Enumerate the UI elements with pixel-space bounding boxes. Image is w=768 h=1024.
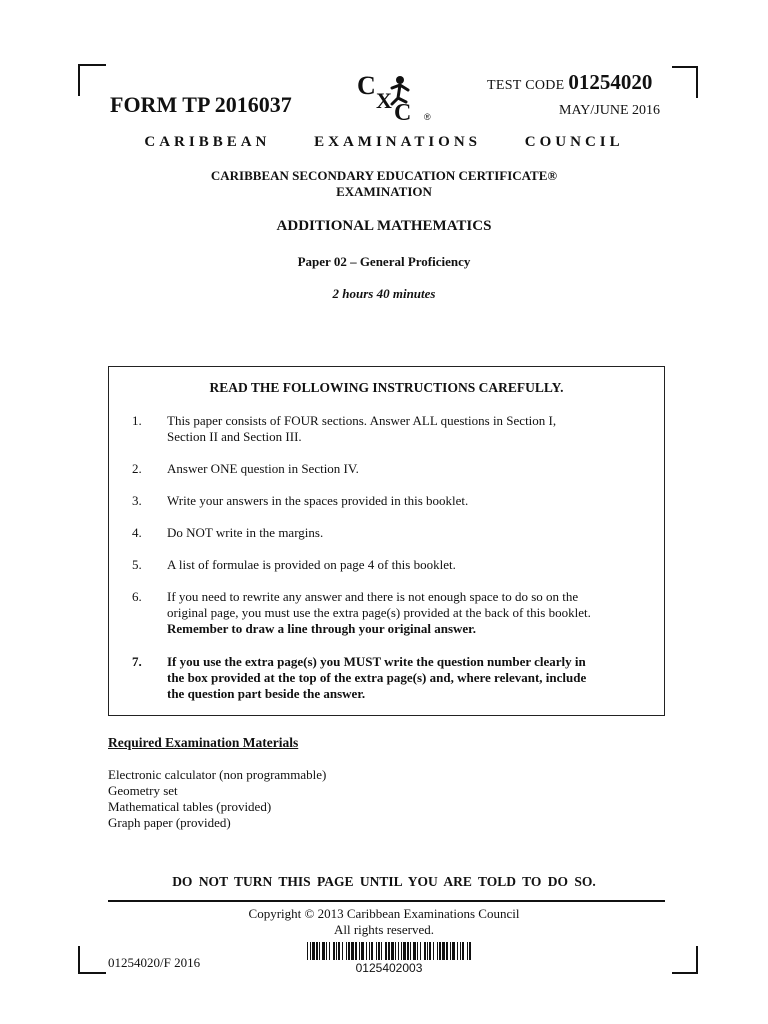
instruction-line: original page, you must use the extra page(s) provided at the back of this booklet. — [167, 605, 591, 620]
logo-figure-head — [396, 76, 404, 84]
certificate-line-2: EXAMINATION — [336, 184, 432, 199]
barcode-bar — [316, 942, 318, 960]
instruction-number: 1. — [132, 413, 142, 428]
barcode-bar — [310, 942, 311, 960]
materials-heading: Required Examination Materials — [108, 735, 299, 750]
certificate-line-1: CARIBBEAN SECONDARY EDUCATION CERTIFICATE® — [210, 168, 558, 183]
barcode-bar — [410, 942, 411, 960]
instruction-number: 2. — [132, 461, 142, 476]
barcode-bar — [420, 942, 421, 960]
corner-mark-bottom-left — [78, 946, 106, 974]
barcode-bar — [371, 942, 373, 960]
barcode-bar — [457, 942, 458, 960]
barcode-number: 0125402003 — [355, 961, 423, 975]
barcode-bar — [429, 942, 431, 960]
materials-item: Graph paper (provided) — [108, 815, 231, 830]
instruction-number: 4. — [132, 525, 142, 540]
barcode-bar — [326, 942, 327, 960]
barcode-bar — [378, 942, 380, 960]
barcode-bar — [333, 942, 335, 960]
logo-letter-c2: C — [394, 100, 412, 122]
instruction-line: This paper consists of FOUR sections. Answer ALL questions in Section I, — [167, 413, 557, 428]
form-number: FORM TP 2016037 — [110, 92, 292, 117]
materials-list — [108, 767, 326, 831]
instruction-number: 7. — [132, 654, 142, 669]
council-word-2: EXAMINATIONS — [314, 134, 482, 150]
copyright-notice — [0, 906, 768, 938]
instruction-number: 6. — [132, 589, 142, 604]
barcode-bar — [413, 942, 416, 960]
barcode-bar — [319, 942, 320, 960]
barcode-bar — [336, 942, 337, 960]
barcode-bar — [385, 942, 387, 960]
barcode-bar — [407, 942, 409, 960]
barcode-bar — [417, 942, 418, 960]
barcode-bar — [437, 942, 438, 960]
logo-letter-x: X — [376, 88, 392, 113]
barcode-bar — [391, 942, 394, 960]
barcode-bar — [376, 942, 377, 960]
instruction-line-bold: If you use the extra page(s) you MUST write the question number clearly in — [167, 654, 586, 669]
barcode-bar — [342, 942, 343, 960]
council-word-1: CARIBBEAN — [144, 134, 271, 150]
barcode-bar — [439, 942, 441, 960]
instruction-line-bold: the box provided at the top of the extra page(s) and, where relevant, include — [167, 670, 587, 685]
council-word-3: COUNCIL — [524, 134, 624, 150]
barcode-bar — [366, 942, 367, 960]
barcode-bar — [388, 942, 390, 960]
barcode-bar — [329, 942, 330, 960]
logo-letter-c1: C — [357, 71, 376, 100]
barcode-bar — [338, 942, 340, 960]
barcode-bar — [446, 942, 448, 960]
barcode-bar — [452, 942, 455, 960]
barcode-bar — [369, 942, 370, 960]
test-code — [487, 70, 652, 95]
corner-mark-bottom-right — [672, 946, 698, 974]
cxc-logo — [354, 70, 434, 122]
barcode-bar — [467, 942, 468, 960]
barcode-bar — [312, 942, 315, 960]
do-not-turn-warning: DO NOT TURN THIS PAGE UNTIL YOU ARE TOLD TO DO SO. — [172, 874, 596, 889]
barcode-bar — [442, 942, 445, 960]
barcode-bar — [398, 942, 399, 960]
exam-session: MAY/JUNE 2016 — [559, 103, 660, 118]
barcode-bar — [462, 942, 464, 960]
test-code-label: TEST CODE — [487, 78, 565, 93]
barcode-bar — [469, 942, 471, 960]
instruction-line: Answer ONE question in Section IV. — [167, 461, 359, 476]
instruction-number: 3. — [132, 493, 142, 508]
barcode-bar — [381, 942, 382, 960]
logo-registered-mark: ® — [424, 112, 431, 122]
copyright-line: Copyright © 2013 Caribbean Examinations Council — [248, 906, 520, 921]
instructions-box — [108, 366, 665, 716]
duration: 2 hours 40 minutes — [332, 286, 436, 301]
barcode-bar — [348, 942, 350, 960]
barcode-bar — [395, 942, 396, 960]
instructions-heading: READ THE FOLLOWING INSTRUCTIONS CAREFULLY. — [209, 380, 564, 395]
instruction-line: Write your answers in the spaces provided in this booklet. — [167, 493, 469, 508]
instruction-line-bold: Remember to draw a line through your original answer. — [167, 621, 476, 636]
barcode-bar — [361, 942, 364, 960]
instruction-line: If you need to rewrite any answer and there is not enough space to do so on the — [167, 589, 579, 604]
barcode-bar — [401, 942, 402, 960]
barcode-bar — [433, 942, 434, 960]
barcode-bar — [450, 942, 451, 960]
materials-item: Electronic calculator (non programmable) — [108, 767, 327, 782]
barcode-bar — [427, 942, 428, 960]
barcode-bar — [424, 942, 426, 960]
barcode-bar — [403, 942, 406, 960]
barcode-bar — [307, 942, 308, 960]
materials-item: Geometry set — [108, 783, 178, 798]
subject-title: ADDITIONAL MATHEMATICS — [276, 218, 492, 234]
instruction-line: Section II and Section III. — [167, 429, 302, 444]
corner-mark-top-left — [78, 64, 106, 96]
instruction-line: Do NOT write in the margins. — [167, 525, 324, 540]
barcode-bar — [351, 942, 354, 960]
barcode-bar — [322, 942, 325, 960]
barcode-bar — [346, 942, 347, 960]
divider-rule — [108, 900, 665, 902]
paper-title: Paper 02 – General Proficiency — [297, 254, 471, 269]
rights-line: All rights reserved. — [333, 922, 434, 937]
footer-code: 01254020/F 2016 — [108, 955, 201, 970]
barcode-bar — [460, 942, 461, 960]
barcode — [307, 942, 471, 960]
barcode-bar — [359, 942, 360, 960]
certificate-title — [0, 168, 768, 200]
instruction-line: A list of formulae is provided on page 4 of this booklet. — [167, 557, 456, 572]
materials-item: Mathematical tables (provided) — [108, 799, 272, 814]
corner-mark-top-right — [672, 66, 698, 98]
test-code-number: 01254020 — [568, 70, 653, 94]
instruction-line-bold: the question part beside the answer. — [167, 686, 366, 701]
barcode-bar — [355, 942, 357, 960]
instruction-number: 5. — [132, 557, 142, 572]
council-name — [0, 134, 768, 151]
